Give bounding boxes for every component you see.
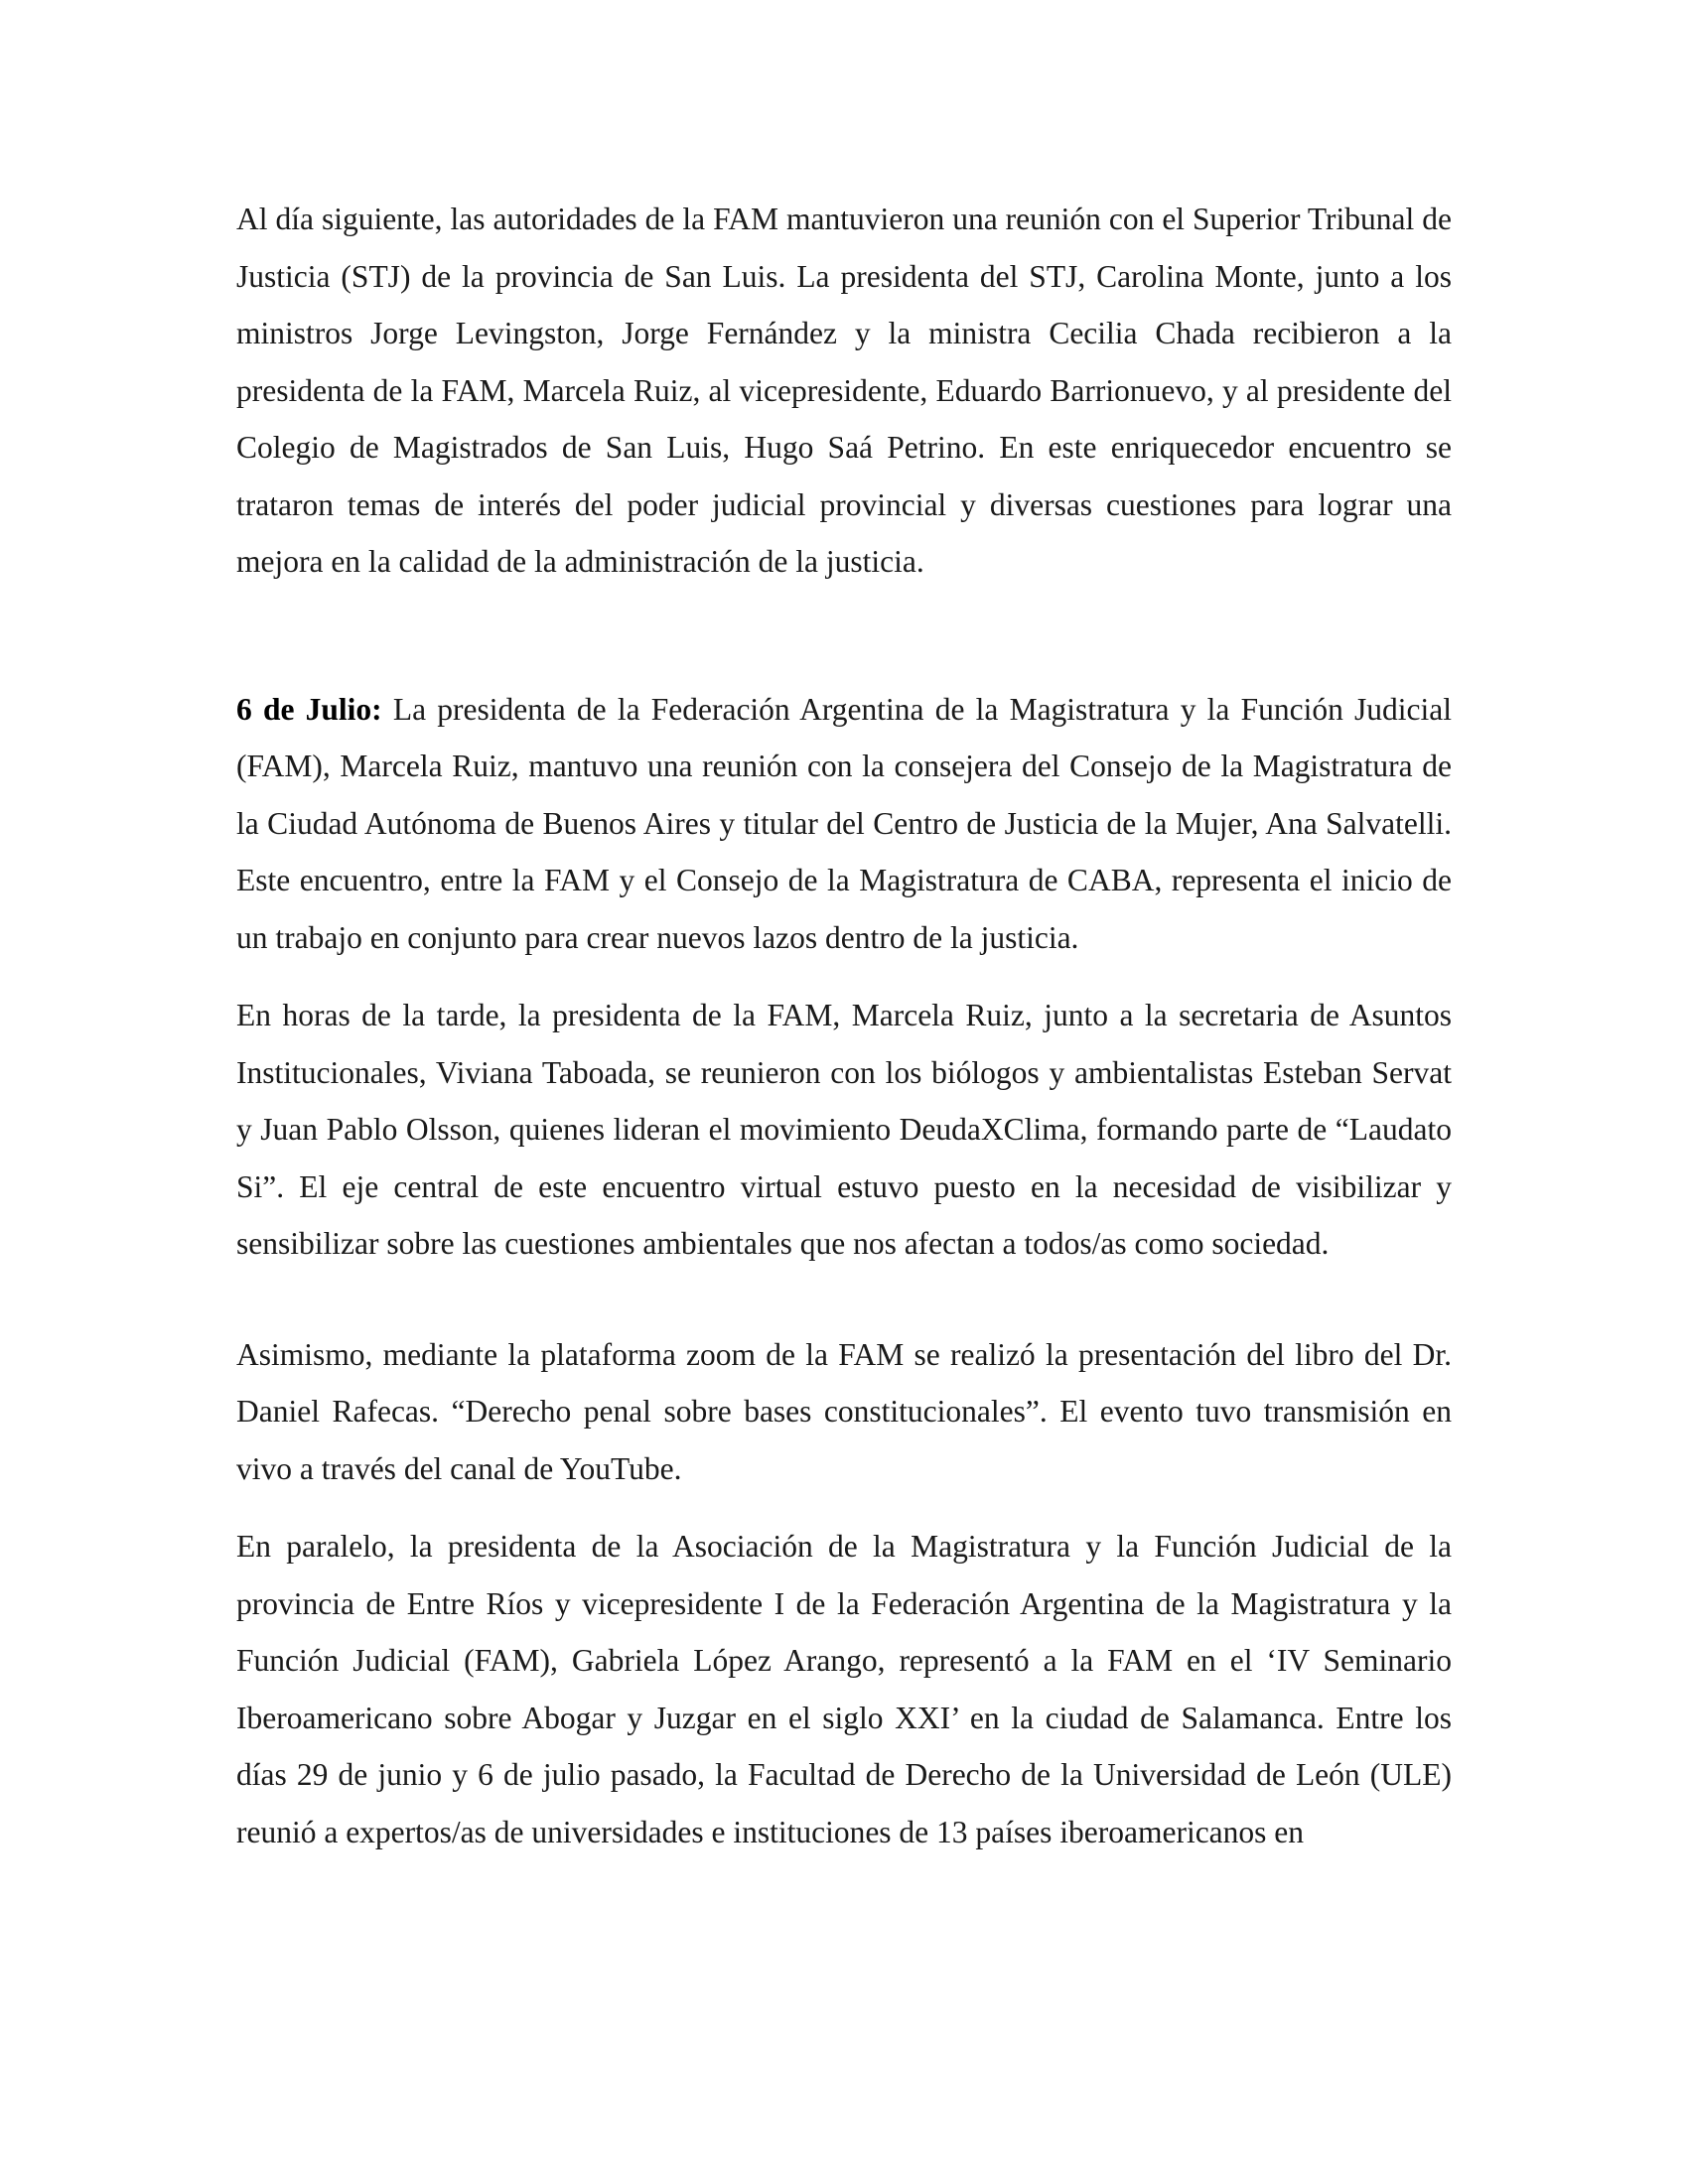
- paragraph-book-presentation: Asimismo, mediante la plataforma zoom de la FAM se realizó la presentación del libro del Dr. Daniel Rafecas. “Derecho penal sobre bases constitucionales”. El evento tuvo transmisión en vivo a través del canal de YouTube.: [236, 1336, 1452, 1486]
- paragraph-spacer: [236, 1497, 1452, 1518]
- paragraph-environment-meeting: En horas de la tarde, la presidenta de la FAM, Marcela Ruiz, junto a la secretaria de Asuntos Institucionales, Viviana Taboada, se reunieron con los biólogos y ambientalistas Esteban Servat y Juan Pablo Olsson, quienes lideran el movimiento DeudaXClima, formando parte de “Laudato Si”. El eje central de este encuentro virtual estuvo puesto en la necesidad de visibilizar y sensibilizar sobre las cuestiones ambientales que nos afectan a todos/as como sociedad.: [236, 998, 1452, 1261]
- date-heading: 6 de Julio:: [236, 691, 382, 727]
- paragraph-spacer: [236, 591, 1452, 681]
- paragraph-july-6-text: La presidenta de la Federación Argentina de la Magistratura y la Función Judicial (FAM), Marcela Ruiz, mantuvo una reunión con la consejera del Consejo de la Magistratura de la Ciudad Autónoma de Buenos Aires y titular del Centro de Justicia de la Mujer, Ana Salvatelli. Este encuentro, entre la FAM y el Consejo de la Magistratura de CABA, representa el inicio de un trabajo en conjunto para crear nuevos lazos dentro de la justicia.: [236, 691, 1452, 955]
- paragraph-spacer: [236, 966, 1452, 987]
- paragraph-july-6: [236, 681, 1452, 967]
- paragraph-salamanca-seminar: En paralelo, la presidenta de la Asociación de la Magistratura y la Función Judicial de la provincia de Entre Ríos y vicepresidente I de la Federación Argentina de la Magistratura y la Función Judicial (FAM), Gabriela López Arango, representó a la FAM en el ‘IV Seminario Iberoamericano sobre Abogar y Juzgar en el siglo XXI’ en la ciudad de Salamanca. Entre los días 29 de junio y 6 de julio pasado, la Facultad de Derecho de la Universidad de León (ULE) reunió a expertos/as de universidades e instituciones de 13 países iberoamericanos en: [236, 1529, 1452, 1849]
- paragraph-spacer: [236, 1273, 1452, 1326]
- document-page: [236, 191, 1452, 1860]
- paragraph-stj-meeting: Al día siguiente, las autoridades de la FAM mantuvieron una reunión con el Superior Tribunal de Justicia (STJ) de la provincia de San Luis. La presidenta del STJ, Carolina Monte, junto a los ministros Jorge Levingston, Jorge Fernández y la ministra Cecilia Chada recibieron a la presidenta de la FAM, Marcela Ruiz, al vicepresidente, Eduardo Barrionuevo, y al presidente del Colegio de Magistrados de San Luis, Hugo Saá Petrino. En este enriquecedor encuentro se trataron temas de interés del poder judicial provincial y diversas cuestiones para lograr una mejora en la calidad de la administración de la justicia.: [236, 202, 1452, 579]
